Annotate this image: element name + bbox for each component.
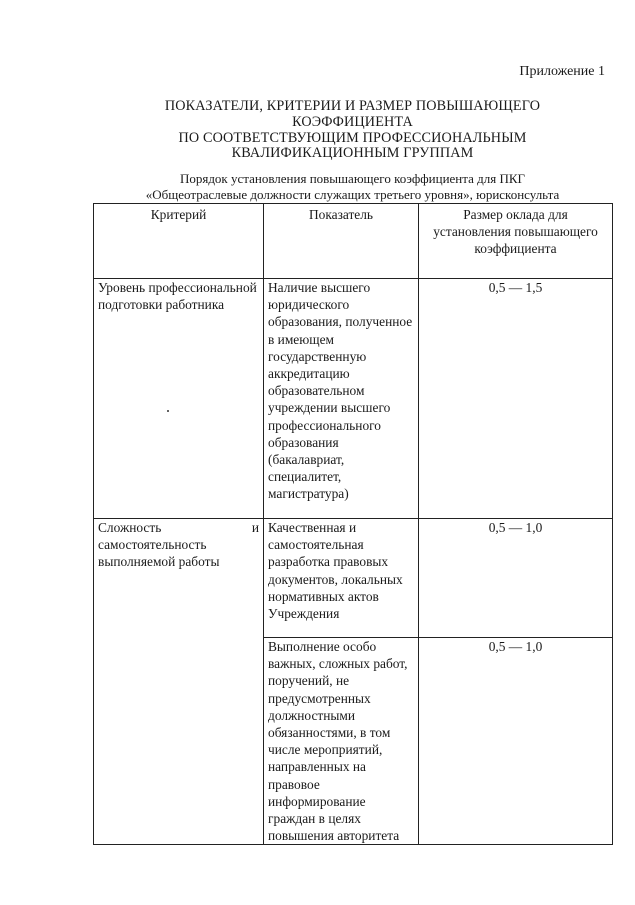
appendix-label: Приложение 1: [519, 64, 605, 79]
criterion-cell: Уровень профессиональной подготовки работника: [94, 279, 264, 519]
table-header-row: [94, 204, 613, 279]
document-title: [95, 99, 610, 162]
criterion-first-line: [98, 519, 259, 536]
criteria-table: [93, 203, 613, 845]
title-line-3: ПО СООТВЕТСТВУЮЩИМ ПРОФЕССИОНАЛЬНЫМ: [178, 129, 527, 146]
header-indicator: Показатель: [264, 204, 419, 279]
indicator-cell: Выполнение особо важных, сложных работ, поручений, не предусмотренных должностными обязанностями, в том числе мероприятий, направленных на правовое информирование граждан в целях повышения авторитета: [264, 638, 419, 845]
indicator-cell: Наличие высшего юридического образования, полученное в имеющем государственную аккредитацию образовательном учреждении высшего профессионального образования (бакалавриат, специалитет, магистратура): [264, 279, 419, 519]
indicator-cell: Качественная и самостоятельная разработка правовых документов, локальных нормативных актов Учреждения: [264, 519, 419, 638]
value-cell: 0,5 — 1,0: [419, 519, 613, 638]
criterion-rest: самостоятельность выполняемой работы: [98, 537, 220, 570]
subtitle-line-2: «Общеотраслевые должности служащих третьего уровня», юрисконсульта: [145, 186, 560, 202]
header-criterion: Критерий: [94, 204, 264, 279]
title-line-4: КВАЛИФИКАЦИОННЫМ ГРУППАМ: [231, 145, 474, 162]
document-subtitle: [95, 171, 610, 202]
value-cell: 0,5 — 1,5: [419, 279, 613, 519]
title-line-1: ПОКАЗАТЕЛИ, КРИТЕРИИ И РАЗМЕР ПОВЫШАЮЩЕГО: [164, 98, 541, 114]
header-value: Размер оклада для установления повышающего коэффициента: [419, 204, 613, 279]
table-row: [94, 519, 613, 638]
criterion-word: Сложность: [98, 520, 162, 535]
value-cell: 0,5 — 1,0: [419, 638, 613, 845]
criterion-conjunction: и: [251, 520, 259, 535]
table-row: [94, 279, 613, 519]
criterion-cell: [94, 519, 264, 845]
subtitle-line-1: Порядок установления повышающего коэффициента для ПКГ: [179, 171, 526, 186]
title-line-2: КОЭФФИЦИЕНТА: [292, 113, 413, 130]
scan-speck: [167, 410, 169, 412]
